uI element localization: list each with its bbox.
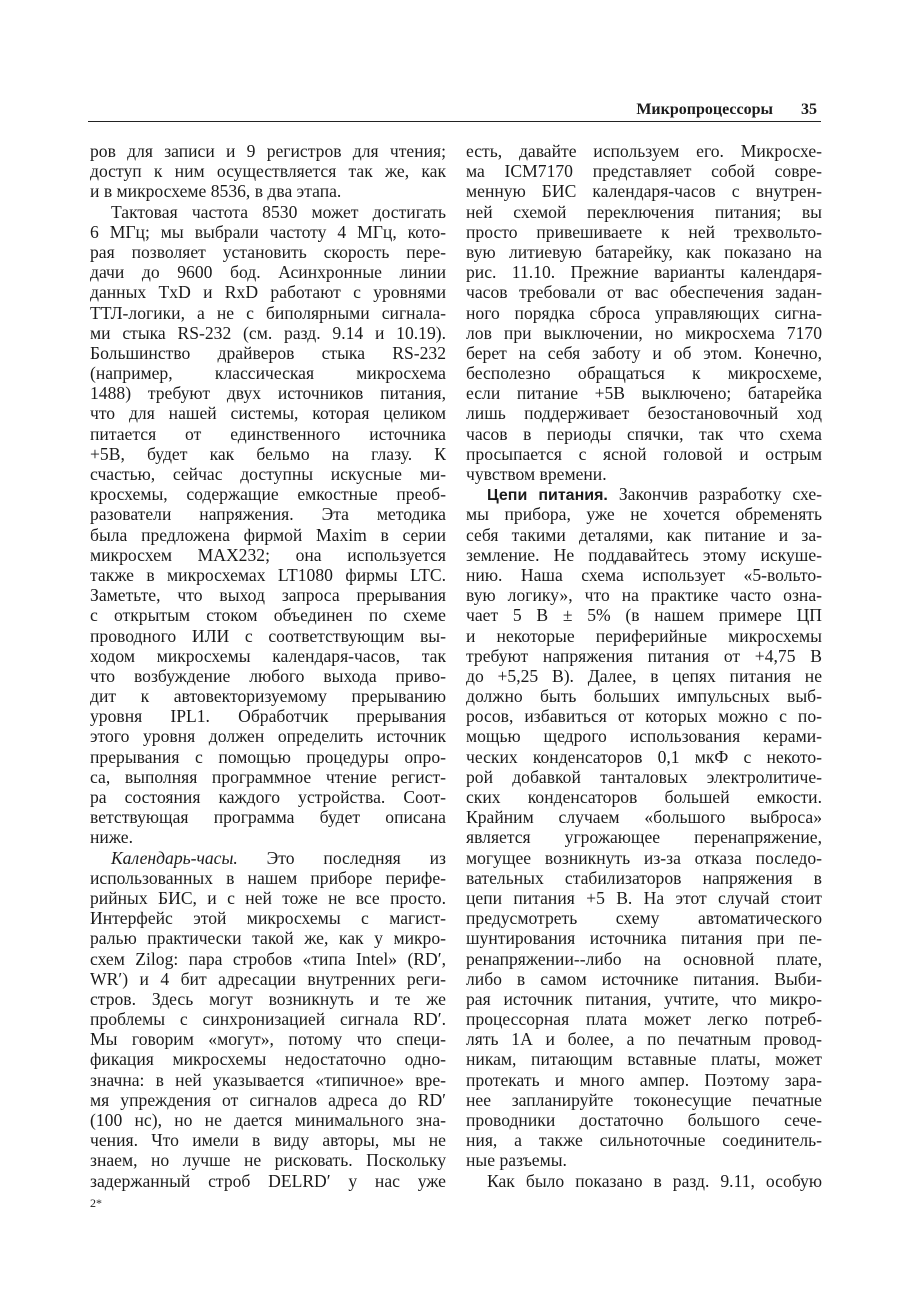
line-text: Как было показано в разд. 9.11, особую bbox=[487, 1170, 822, 1191]
text-line bbox=[466, 605, 822, 625]
text-line bbox=[466, 848, 822, 868]
run-in-heading: Календарь-часы. bbox=[111, 847, 238, 868]
line-text: с открытым стоком объединен по схеме bbox=[90, 605, 446, 626]
text-line bbox=[466, 686, 822, 706]
line-text: ветствующая программа будет описана bbox=[90, 807, 446, 828]
line-text: Тактовая частота 8530 может достигать bbox=[111, 201, 446, 222]
line-text: дачи до 9600 бод. Асинхронные линии bbox=[90, 262, 446, 283]
text-line bbox=[466, 1090, 822, 1110]
line-text: является угрожающее перенапряжение, bbox=[466, 827, 822, 848]
line-text: использованных в нашем приборе перифе- bbox=[90, 867, 446, 888]
line-text: протекать и много ампер. Поэтому зара- bbox=[466, 1069, 822, 1090]
line-text: проводники достаточно большого сече- bbox=[466, 1110, 822, 1130]
line-text: также в микросхемах LT1080 фирмы LTC. bbox=[90, 564, 446, 585]
line-text: просыпается с ясной головой и острым bbox=[466, 443, 822, 464]
text-line bbox=[90, 787, 446, 807]
line-text: шунтирования источника питания при пе- bbox=[466, 928, 822, 949]
line-text: задержанный строб DELRD′ у нас уже bbox=[90, 1170, 446, 1191]
line-text: доступ к ним осуществляется так же, как bbox=[90, 161, 446, 182]
text-line bbox=[466, 403, 822, 423]
text-line bbox=[90, 1029, 446, 1049]
line-text: проводного ИЛИ с соответствующим вы- bbox=[90, 625, 446, 646]
line-text: рой добавкой танталовых электролитиче- bbox=[466, 766, 822, 787]
line-text: Это последняя из bbox=[237, 847, 446, 868]
line-text: чает 5 В ± 5% (в нашем примере ЦП bbox=[466, 605, 822, 626]
text-line bbox=[466, 868, 822, 888]
line-text: стров. Здесь могут возникнуть и те же bbox=[90, 988, 446, 1009]
text-line bbox=[90, 605, 446, 625]
text-line bbox=[90, 323, 446, 343]
text-line bbox=[466, 888, 822, 908]
line-text: данных TxD и RxD работают с уровнями bbox=[90, 282, 446, 303]
text-line bbox=[90, 242, 446, 262]
line-text: (100 нс), но не дается минимального зна- bbox=[90, 1110, 446, 1130]
text-line bbox=[466, 565, 822, 585]
text-line bbox=[90, 282, 446, 302]
line-text: счастью, сейчас доступны искусные ми- bbox=[90, 464, 446, 484]
text-line bbox=[466, 303, 822, 323]
line-text: требуют напряжения питания от +4,75 В bbox=[466, 645, 822, 666]
text-line bbox=[90, 827, 446, 847]
line-text: лишь поддерживает безостановочный ход bbox=[466, 403, 822, 424]
text-line bbox=[90, 666, 446, 686]
text-line bbox=[466, 585, 822, 605]
line-text: до +5,25 В). Далее, в цепях питания не bbox=[466, 665, 822, 686]
text-line bbox=[90, 767, 446, 787]
line-text: мя упреждения от сигналов адреса до RD′ bbox=[90, 1089, 446, 1110]
line-text: ми стыка RS-232 (см. разд. 9.14 и 10.19). bbox=[90, 322, 446, 343]
text-line bbox=[90, 646, 446, 666]
text-line bbox=[90, 1049, 446, 1069]
text-line bbox=[466, 1130, 822, 1150]
line-text: (например, классическая микросхема bbox=[90, 363, 446, 384]
line-text: ских конденсаторов большей емкости. bbox=[466, 787, 822, 807]
line-text: рая источник питания, учтите, что микро- bbox=[466, 988, 822, 1009]
text-line bbox=[90, 181, 446, 201]
text-line bbox=[466, 1150, 822, 1170]
line-text: лять 1А и более, а по печатным провод- bbox=[466, 1029, 822, 1050]
line-text: часов требовали от вас обеспечения задан- bbox=[466, 282, 822, 303]
text-line bbox=[90, 949, 446, 969]
line-text: фикация микросхемы недостаточно одно- bbox=[90, 1049, 446, 1070]
line-text: ренапряжении--либо на основной плате, bbox=[466, 948, 822, 969]
text-line bbox=[90, 262, 446, 282]
line-text: ния, а также сильноточные соединитель- bbox=[466, 1130, 822, 1151]
page-number: 35 bbox=[801, 101, 817, 118]
text-line bbox=[466, 1110, 822, 1130]
line-text: мы прибора, уже не хочется обременять bbox=[466, 504, 822, 525]
text-line bbox=[466, 969, 822, 989]
line-text: если питание +5В выключено; батарейка bbox=[466, 383, 822, 404]
text-line bbox=[466, 706, 822, 726]
line-text: 6 МГц; мы выбрали частоту 4 МГц, кото- bbox=[90, 221, 446, 242]
text-line bbox=[466, 464, 822, 484]
running-header bbox=[88, 101, 821, 122]
text-line bbox=[90, 969, 446, 989]
line-text: ТТЛ-логики, а не с биполярными сигнала- bbox=[90, 302, 446, 323]
line-text: была предложена фирмой Maxim в серии bbox=[90, 524, 446, 545]
line-text: ма ICM7170 представляет собой совре- bbox=[466, 161, 822, 182]
text-line bbox=[466, 1029, 822, 1049]
line-text: микросхем MAX232; она используется bbox=[90, 544, 446, 565]
line-text: берет на себя заботу и об этом. Конечно, bbox=[466, 342, 822, 363]
line-text: себя такими деталями, как питание и за- bbox=[466, 524, 822, 545]
text-line bbox=[90, 868, 446, 888]
text-line bbox=[90, 545, 446, 565]
paragraph-lead-line bbox=[466, 484, 822, 504]
line-text: процессорная плата может легко потреб- bbox=[466, 1009, 822, 1030]
line-text: разователи напряжения. Эта методика bbox=[90, 504, 446, 525]
text-line bbox=[90, 504, 446, 524]
text-line bbox=[90, 989, 446, 1009]
line-text: 1488) требуют двух источников питания, bbox=[90, 383, 446, 404]
paragraph-lead-line bbox=[90, 848, 446, 868]
text-line bbox=[90, 383, 446, 403]
line-text: ходом микросхемы календаря-часов, так bbox=[90, 645, 446, 666]
text-line bbox=[466, 161, 822, 181]
text-line bbox=[466, 222, 822, 242]
text-line bbox=[90, 444, 446, 464]
line-text: никам, питающим вставные платы, может bbox=[466, 1049, 822, 1070]
run-in-heading: Цепи питания. bbox=[487, 487, 608, 505]
line-text: Интерфейс этой микросхемы с магист- bbox=[90, 908, 446, 929]
text-line bbox=[466, 202, 822, 222]
running-header-title: Микропроцессоры bbox=[636, 101, 773, 118]
text-line bbox=[466, 343, 822, 363]
line-text: этого уровня должен определить источник bbox=[90, 726, 446, 747]
text-line bbox=[466, 928, 822, 948]
line-text: часов в периоды спячки, так что схема bbox=[466, 423, 822, 444]
line-text: вую литиевую батарейку, как показано на bbox=[466, 241, 822, 262]
text-line bbox=[90, 908, 446, 928]
line-text: нее запланируйте токонесущие печатные bbox=[466, 1089, 822, 1110]
text-line bbox=[90, 726, 446, 746]
line-text: что возбуждение любого выхода приво- bbox=[90, 665, 446, 686]
text-line bbox=[466, 949, 822, 969]
line-text: росов, избавиться от которых можно с по- bbox=[466, 706, 822, 727]
line-text: либо в самом источнике питания. Выби- bbox=[466, 968, 822, 989]
text-line bbox=[90, 585, 446, 605]
line-text: Закончив разработку схе- bbox=[607, 484, 822, 505]
line-text: уровня IPL1. Обработчик прерывания bbox=[90, 706, 446, 727]
line-text: са, выполняя программное чтение регист- bbox=[90, 766, 446, 787]
right-text-column bbox=[466, 141, 822, 1191]
line-text: дит к автовекторизуемому прерыванию bbox=[90, 686, 446, 707]
text-line bbox=[466, 726, 822, 746]
line-text: Заметьте, что выход запроса прерывания bbox=[90, 585, 446, 606]
line-text: ров для записи и 9 регистров для чтения; bbox=[90, 141, 446, 161]
text-line bbox=[466, 363, 822, 383]
line-text: чувством времени. bbox=[466, 464, 607, 484]
text-line bbox=[90, 525, 446, 545]
line-text: схем Zilog: пара стробов «типа Intel» (RD′, bbox=[90, 948, 446, 969]
line-text: должно быть больших импульсных выб- bbox=[466, 686, 822, 707]
line-text: Большинство драйверов стыка RS-232 bbox=[90, 342, 446, 363]
text-line bbox=[466, 504, 822, 524]
text-line bbox=[90, 706, 446, 726]
text-line bbox=[90, 343, 446, 363]
text-line bbox=[90, 747, 446, 767]
line-text: рийных БИС, и с ней тоже не все просто. bbox=[90, 887, 446, 908]
line-text: цепи питания +5 В. На этот случай стоит bbox=[466, 887, 822, 908]
line-text: ней схемой переключения питания; вы bbox=[466, 201, 822, 222]
text-line bbox=[90, 1130, 446, 1150]
text-line bbox=[90, 222, 446, 242]
text-line bbox=[90, 1171, 446, 1191]
text-line bbox=[466, 908, 822, 928]
text-line bbox=[90, 1070, 446, 1090]
line-text: земление. Не поддавайтесь этому искуше- bbox=[466, 544, 822, 565]
left-text-column bbox=[90, 141, 446, 1191]
text-line bbox=[90, 363, 446, 383]
text-line bbox=[466, 1049, 822, 1069]
text-line bbox=[466, 444, 822, 464]
line-text: чения. Что имели в виду авторы, мы не bbox=[90, 1130, 446, 1151]
text-line bbox=[466, 181, 822, 201]
line-text: нию. Наша схема использует «5-вольто- bbox=[466, 564, 822, 585]
text-line bbox=[466, 424, 822, 444]
text-line bbox=[466, 1070, 822, 1090]
line-text: ра состояния каждого устройства. Соот- bbox=[90, 787, 446, 807]
line-text: ниже. bbox=[90, 827, 133, 848]
text-line bbox=[466, 1009, 822, 1029]
text-line bbox=[90, 626, 446, 646]
line-text: просто привешиваете к ней трехвольто- bbox=[466, 221, 822, 242]
line-text: лов при выключении, но микросхема 7170 bbox=[466, 322, 822, 343]
line-text: и в микросхеме 8536, в два этапа. bbox=[90, 181, 342, 202]
line-text: есть, давайте используем его. Микросхе- bbox=[466, 141, 822, 161]
line-text: значна: в ней указывается «типичное» вре- bbox=[90, 1069, 446, 1090]
line-text: бесполезно обращаться к микросхеме, bbox=[466, 363, 822, 384]
line-text: ные разъемы. bbox=[466, 1150, 567, 1171]
line-text: +5В, будет как бельмо на глазу. К bbox=[90, 443, 446, 464]
line-text: прерывания с помощью процедуры опро- bbox=[90, 746, 446, 767]
line-text: рис. 11.10. Прежние варианты календаря- bbox=[466, 262, 822, 283]
text-line bbox=[90, 928, 446, 948]
line-text: что для нашей системы, которая целиком bbox=[90, 403, 446, 424]
line-text: предусмотреть схему автоматического bbox=[466, 908, 822, 929]
text-line bbox=[466, 807, 822, 827]
text-line bbox=[90, 807, 446, 827]
text-line bbox=[90, 303, 446, 323]
text-line bbox=[90, 403, 446, 423]
text-line bbox=[466, 747, 822, 767]
text-line bbox=[466, 787, 822, 807]
text-line bbox=[466, 827, 822, 847]
line-text: Мы говорим «могут», потому что специ- bbox=[90, 1029, 446, 1050]
line-text: мощью щедрого использования керами- bbox=[466, 726, 822, 747]
text-line bbox=[90, 464, 446, 484]
line-text: менную БИС календаря-часов с внутрен- bbox=[466, 181, 822, 202]
text-line bbox=[466, 646, 822, 666]
text-line bbox=[466, 262, 822, 282]
text-line bbox=[90, 202, 446, 222]
text-line bbox=[90, 1009, 446, 1029]
text-line bbox=[90, 141, 446, 161]
text-line bbox=[466, 242, 822, 262]
line-text: ного порядка сброса управляющих сигна- bbox=[466, 302, 822, 323]
line-text: вую логику», что на практике часто озна- bbox=[466, 585, 822, 606]
text-line bbox=[90, 565, 446, 585]
line-text: могущее возникнуть из-за отказа последо- bbox=[466, 847, 822, 868]
text-line bbox=[90, 686, 446, 706]
line-text: рая позволяет установить скорость пере- bbox=[90, 241, 446, 262]
text-line bbox=[466, 141, 822, 161]
line-text: знаем, но лучше не рисковать. Поскольку bbox=[90, 1150, 446, 1171]
text-line bbox=[466, 666, 822, 686]
text-line bbox=[90, 1110, 446, 1130]
text-line bbox=[90, 484, 446, 504]
text-line bbox=[90, 424, 446, 444]
text-line bbox=[466, 525, 822, 545]
text-line bbox=[90, 161, 446, 181]
line-text: ралью практически такой же, как у микро- bbox=[90, 928, 446, 949]
text-line bbox=[90, 1090, 446, 1110]
text-line bbox=[466, 323, 822, 343]
text-line bbox=[466, 767, 822, 787]
line-text: питается от единственного источника bbox=[90, 423, 446, 444]
text-line bbox=[466, 545, 822, 565]
line-text: Крайним случаем «большого выброса» bbox=[466, 807, 822, 828]
text-line bbox=[466, 989, 822, 1009]
text-line bbox=[466, 626, 822, 646]
text-line bbox=[466, 383, 822, 403]
text-line bbox=[466, 1171, 822, 1191]
text-line bbox=[90, 888, 446, 908]
line-text: и некоторые периферийные микросхемы bbox=[466, 625, 822, 646]
line-text: WR′) и 4 бит адресации внутренних реги- bbox=[90, 968, 446, 989]
line-text: ческих конденсаторов 0,1 мкФ с некото- bbox=[466, 746, 822, 767]
text-line bbox=[90, 1150, 446, 1170]
line-text: вательных стабилизаторов напряжения в bbox=[466, 867, 822, 888]
signature-mark: 2* bbox=[90, 1196, 102, 1210]
line-text: проблемы с синхронизацией сигнала RD′. bbox=[90, 1009, 446, 1030]
line-text: кросхемы, содержащие емкостные преоб- bbox=[90, 484, 446, 505]
text-line bbox=[466, 282, 822, 302]
